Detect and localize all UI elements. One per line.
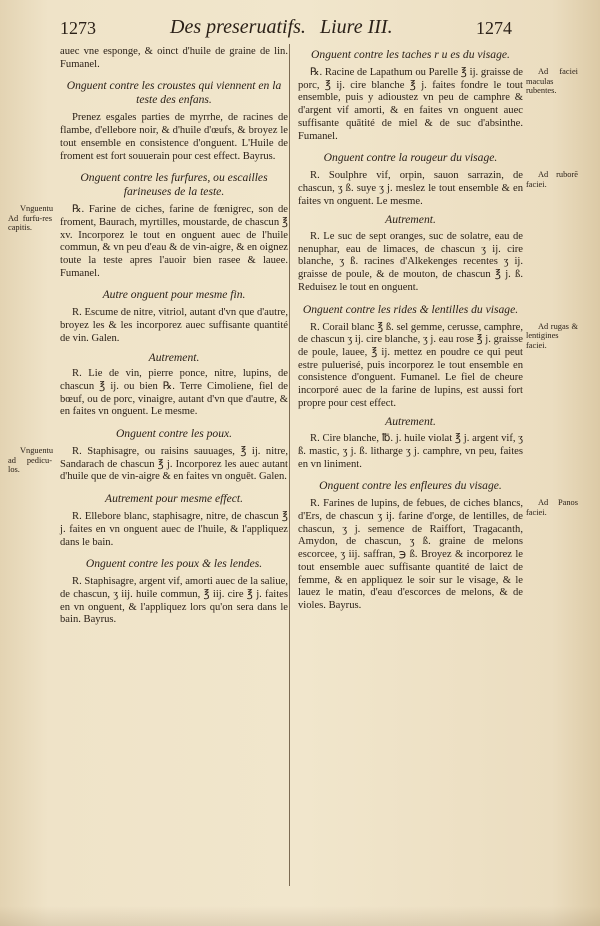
section-heading: Autrement.	[385, 415, 436, 429]
section-heading: Autrement.	[385, 213, 436, 227]
column-divider	[289, 44, 290, 886]
margin-note: Ad faciei maculas rubentes.	[526, 67, 578, 95]
paragraph: Prenez esgales parties de myrrhe, de racines de flambe, d'ellebore noir, & d'huile d'œufs, & broyez le tout ensemble en consistence d'onguent. L'Huile de froment est fort souuerain pour cest effect. Bayrus.	[60, 112, 288, 162]
paragraph	[8, 204, 288, 280]
paragraph-text: ℞. Racine de Lapathum ou Parelle ℥ ij. graisse de porc, ℥ ij. cire blanche ℥ j. faites fondre le tout ensemble, puis y adioustez vn peu de camphre & d'argent vif amorti, & en faites vn onguent auec suffisante quātité de miel & de suc d'absinthe. Fumanel.	[298, 67, 523, 142]
page-number-right: 1274	[476, 18, 512, 38]
page-bottom-shadow	[0, 906, 600, 926]
paragraph-text: ℞. Farine de ciches, farine de fœnigrec, son de froment, Baurach, myrtilles, moustarde, de chascun ℥ xv. Incorporez le tout en onguent auec de l'huile commun, & vn peu d'eau & de vin-aigre, & en oignez toute la teste apres l'auoir bien rasee & lauee. Fumanel.	[60, 204, 288, 279]
paragraph-text: R. Soulphre vif, orpin, sauon sarrazin, de chascun, ʒ ß. suye ʒ j. meslez le tout ensemble & en faites vn onguent. Le mesme.	[298, 170, 523, 207]
paragraph	[298, 67, 578, 143]
section-heading: Autre onguent pour mesme fin.	[102, 288, 246, 302]
section-heading: Onguent contre les enfleures du visage.	[319, 479, 502, 493]
page-number-left: 1273	[60, 18, 96, 38]
margin-note: Vnguentu Ad furfu-res capitis.	[8, 204, 54, 233]
paragraph: R. Lie de vin, pierre ponce, nitre, lupins, de chascun ℥ ij. ou bien ℞. Terre Cimoliene, fiel de bœuf, ou de porc, vinaigre, autant d'vn que d'autre, & en faites vn onguent. Le mesme.	[60, 368, 288, 418]
margin-note: Ad Panos faciei.	[526, 498, 578, 517]
left-column	[8, 46, 288, 630]
section-heading: Onguent contre les furfures, ou escailles farineuses de la teste.	[80, 171, 268, 199]
section-heading: Onguent contre les rides & lentilles du visage.	[302, 302, 519, 316]
section-heading: Onguent contre les croustes qui viennent en la teste des enfans.	[66, 79, 282, 107]
paragraph	[298, 170, 578, 208]
section-heading: Onguent contre les poux.	[115, 427, 233, 441]
section-heading: Autrement.	[148, 350, 200, 364]
section-heading: Onguent contre les poux & les lendes.	[85, 557, 263, 571]
paragraph: R. Le suc de sept oranges, suc de solatre, eau de nenuphar, eau de limaces, de chascun ʒ ij. cire blanche, ʒ ß. racines d'Alkekenges recentes ʒ ij. graisse de poule, & de mouton, de chascun ℥ j. ß. Reduisez le tout en onguent.	[298, 231, 523, 293]
paragraph	[298, 498, 578, 612]
book-number: Liure III.	[320, 16, 393, 38]
paragraph: R. Ellebore blanc, staphisagre, nitre, de chascun ℥ j. faites en vn onguent auec de l'huile, & l'appliquez dans le bain.	[60, 511, 288, 548]
paragraph	[298, 321, 578, 411]
paragraph-text: R. Corail blanc ℥ ß. sel gemme, cerusse, camphre, de chascun ʒ ij. cire blanche, ʒ j. eau rose ℥ j. graisse de poule, lauee, ℥ ij. mettez en poudre ce qui peut estre puluerisé, puis incorporez le tout ensemble en consistence d'onguent. Fumanel. Le fiel de cheure incorporé auec de la farine de lupins, est aussi fort propre pour cest effect.	[298, 321, 523, 409]
margin-note: Ad ruborē faciei.	[526, 170, 578, 189]
section-heading: Onguent contre la rougeur du visage.	[323, 151, 498, 165]
margin-note: Vnguentu ad pedicu-los.	[8, 446, 54, 475]
paragraph-text: R. Staphisagre, ou raisins sauuages, ℥ ij. nitre, Sandarach de chascun ℥ j. Incorporez les auec autant d'huile que de vin-aigre & en faites vn onguēt. Galen.	[60, 446, 288, 483]
paragraph: R. Escume de nitre, vitriol, autant d'vn que d'autre, broyez les & les incorporez auec suffisante quantité de vin. Galen.	[60, 307, 288, 344]
paragraph-text: R. Farines de lupins, de febues, de ciches blancs, d'Ers, de chascun ʒ ij. farine d'orge, de lentilles, de chascun, ʒ j. semence de Raiffort, Tragacanth, Amydon, de chascun, ʒ ß. graine de melons escorcee, ʒ iij. saffran, ℈ ß. Broyez & incorporez le tout ensemble auec suffisante quantité de laict de femme, & en appliquez le soir sur le visage, & le lauez le matin, d'eau d'escorces de melons, & de violes. Bayrus.	[298, 498, 523, 611]
running-header	[0, 14, 600, 46]
right-column	[298, 46, 578, 616]
section-heading: Autrement pour mesme effect.	[104, 492, 243, 506]
paragraph: auec vne esponge, & oinct d'huile de graine de lin. Fumanel.	[60, 46, 288, 70]
section-heading: Onguent contre les taches r u es du visage.	[311, 48, 510, 61]
running-title: Des preseruatifs.	[170, 16, 306, 38]
paragraph	[8, 446, 288, 484]
margin-note: Ad rugas & lentigines faciei.	[526, 321, 578, 350]
paragraph: R. Staphisagre, argent vif, amorti auec de la saliue, de chascun, ʒ iij. huile commun, ℥ iij. cire ℥ j. faites en vn onguent, & l'appliquez lors qu'on sera dans le bain. Bayrus.	[60, 576, 288, 626]
paragraph: R. Cire blanche, ℔. j. huile violat ℥ j. argent vif, ʒ ß. mastic, ʒ j. ß. litharge ʒ j. camphre, vn peu, faites en vn liniment.	[298, 433, 523, 470]
